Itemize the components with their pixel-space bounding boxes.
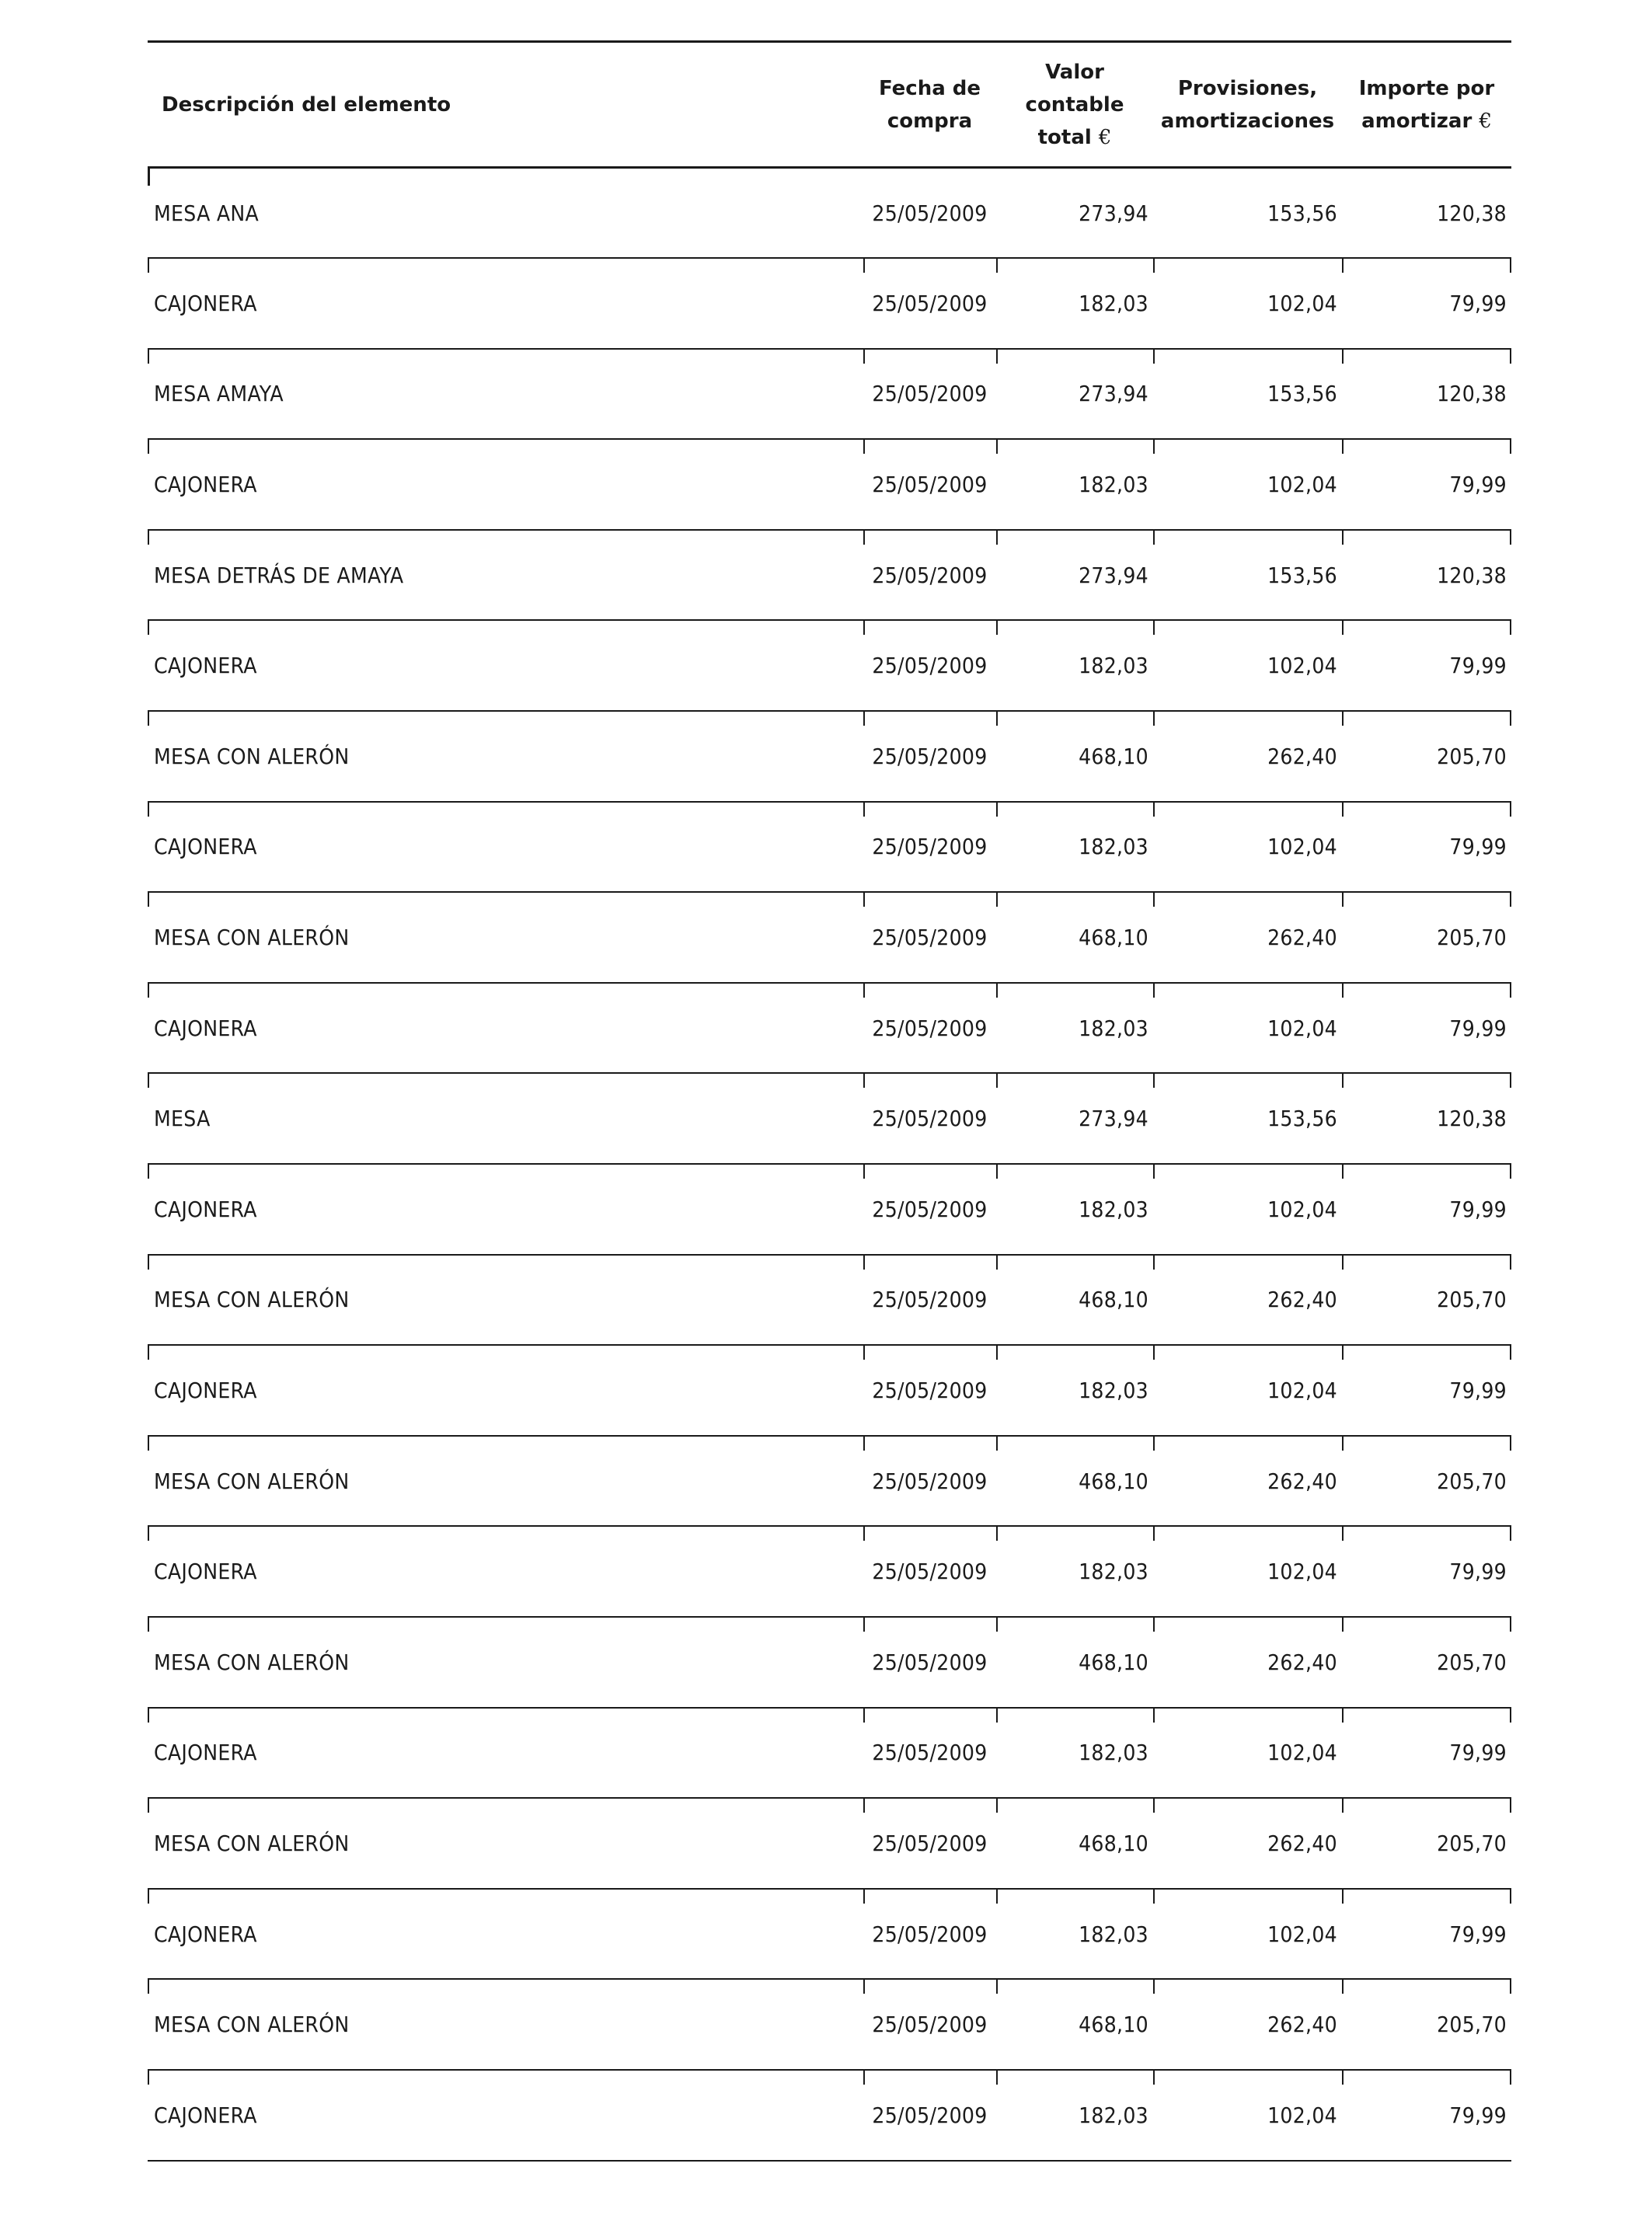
cell-importe: 205,70: [1342, 711, 1511, 802]
cell-fecha-compra: 25/05/2009: [863, 1889, 996, 1980]
cell-valor-contable: 182,03: [996, 2070, 1153, 2161]
cell-descripcion: CAJONERA: [148, 802, 863, 893]
cell-descripcion: MESA AMAYA: [148, 349, 863, 440]
cell-provisiones: 102,04: [1153, 1526, 1342, 1617]
cell-valor-contable: 182,03: [996, 620, 1153, 711]
cell-provisiones: 262,40: [1153, 1798, 1342, 1889]
cell-provisiones: 262,40: [1153, 1255, 1342, 1346]
cell-descripcion: CAJONERA: [148, 1526, 863, 1617]
cell-valor-contable: 273,94: [996, 349, 1153, 440]
table-row: [148, 620, 1511, 711]
header-importe-currency: €: [1479, 109, 1492, 133]
cell-descripcion: MESA CON ALERÓN: [148, 1798, 863, 1889]
cell-fecha-compra: 25/05/2009: [863, 1436, 996, 1527]
header-importe-line2: amortizar: [1361, 109, 1473, 133]
cell-descripcion: CAJONERA: [148, 620, 863, 711]
table-row: [148, 1798, 1511, 1889]
cell-descripcion: CAJONERA: [148, 2070, 863, 2161]
cell-valor-contable: 182,03: [996, 439, 1153, 530]
header-provisiones-line2: amortizaciones: [1160, 109, 1335, 133]
cell-provisiones: 102,04: [1153, 620, 1342, 711]
table-row: [148, 802, 1511, 893]
cell-fecha-compra: 25/05/2009: [863, 168, 996, 259]
cell-descripcion: CAJONERA: [148, 1164, 863, 1255]
cell-fecha-compra: 25/05/2009: [863, 2070, 996, 2161]
cell-provisiones: 262,40: [1153, 711, 1342, 802]
cell-importe: 120,38: [1342, 530, 1511, 621]
cell-descripcion: CAJONERA: [148, 1708, 863, 1799]
cell-valor-contable: 182,03: [996, 258, 1153, 349]
table-row: [148, 1979, 1511, 2070]
cell-fecha-compra: 25/05/2009: [863, 1617, 996, 1708]
cell-provisiones: 262,40: [1153, 1979, 1342, 2070]
cell-valor-contable: 182,03: [996, 1345, 1153, 1436]
header-valor-contable: [996, 42, 1153, 168]
cell-fecha-compra: 25/05/2009: [863, 1345, 996, 1436]
cell-importe: 79,99: [1342, 258, 1511, 349]
table-row: [148, 1436, 1511, 1527]
cell-provisiones: 262,40: [1153, 892, 1342, 983]
cell-valor-contable: 468,10: [996, 1798, 1153, 1889]
header-fecha-compra: [863, 42, 996, 168]
cell-importe: 79,99: [1342, 1708, 1511, 1799]
cell-fecha-compra: 25/05/2009: [863, 1255, 996, 1346]
cell-provisiones: 102,04: [1153, 2070, 1342, 2161]
cell-valor-contable: 468,10: [996, 711, 1153, 802]
header-provisiones-line1: Provisiones,: [1177, 76, 1318, 100]
table-row: [148, 1708, 1511, 1799]
table-header: [148, 42, 1511, 168]
cell-valor-contable: 182,03: [996, 1708, 1153, 1799]
cell-importe: 205,70: [1342, 892, 1511, 983]
cell-fecha-compra: 25/05/2009: [863, 1526, 996, 1617]
cell-provisiones: 102,04: [1153, 1889, 1342, 1980]
cell-provisiones: 102,04: [1153, 439, 1342, 530]
cell-importe: 205,70: [1342, 1798, 1511, 1889]
cell-fecha-compra: 25/05/2009: [863, 439, 996, 530]
table-row: [148, 711, 1511, 802]
cell-provisiones: 262,40: [1153, 1436, 1342, 1527]
cell-importe: 79,99: [1342, 439, 1511, 530]
cell-valor-contable: 468,10: [996, 1979, 1153, 2070]
header-importe-line1: Importe por: [1358, 76, 1495, 100]
inventory-table: [148, 40, 1511, 2162]
cell-valor-contable: 273,94: [996, 530, 1153, 621]
cell-fecha-compra: 25/05/2009: [863, 802, 996, 893]
header-valor-line1: Valor: [1045, 60, 1104, 84]
cell-valor-contable: 468,10: [996, 1436, 1153, 1527]
cell-provisiones: 102,04: [1153, 802, 1342, 893]
cell-fecha-compra: 25/05/2009: [863, 530, 996, 621]
cell-valor-contable: 468,10: [996, 1255, 1153, 1346]
cell-valor-contable: 182,03: [996, 802, 1153, 893]
cell-provisiones: 153,56: [1153, 168, 1342, 259]
cell-descripcion: CAJONERA: [148, 1345, 863, 1436]
cell-fecha-compra: 25/05/2009: [863, 349, 996, 440]
cell-fecha-compra: 25/05/2009: [863, 1979, 996, 2070]
header-valor-currency: €: [1098, 125, 1112, 149]
cell-importe: 79,99: [1342, 2070, 1511, 2161]
header-fecha-line2: compra: [887, 109, 973, 133]
header-valor-line2: contable: [1025, 92, 1124, 117]
cell-descripcion: MESA: [148, 1073, 863, 1164]
cell-fecha-compra: 25/05/2009: [863, 258, 996, 349]
cell-descripcion: CAJONERA: [148, 439, 863, 530]
cell-valor-contable: 182,03: [996, 1889, 1153, 1980]
table-row: [148, 530, 1511, 621]
table-row: [148, 1073, 1511, 1164]
header-descripcion: [148, 42, 863, 168]
table-row: [148, 1526, 1511, 1617]
cell-descripcion: MESA CON ALERÓN: [148, 892, 863, 983]
cell-descripcion: MESA CON ALERÓN: [148, 1255, 863, 1346]
cell-valor-contable: 468,10: [996, 892, 1153, 983]
cell-provisiones: 102,04: [1153, 258, 1342, 349]
cell-importe: 79,99: [1342, 1526, 1511, 1617]
table-row: [148, 168, 1511, 259]
cell-provisiones: 102,04: [1153, 1345, 1342, 1436]
header-fecha-line1: Fecha de: [878, 76, 981, 100]
cell-provisiones: 262,40: [1153, 1617, 1342, 1708]
cell-fecha-compra: 25/05/2009: [863, 1073, 996, 1164]
header-descripcion-label: Descripción del elemento: [162, 92, 451, 117]
cell-descripcion: CAJONERA: [148, 983, 863, 1074]
table-row: [148, 349, 1511, 440]
table-row: [148, 1345, 1511, 1436]
cell-valor-contable: 182,03: [996, 1164, 1153, 1255]
cell-importe: 120,38: [1342, 349, 1511, 440]
cell-valor-contable: 273,94: [996, 1073, 1153, 1164]
table-row: [148, 1255, 1511, 1346]
table-row: [148, 258, 1511, 349]
cell-valor-contable: 273,94: [996, 168, 1153, 259]
cell-provisiones: 102,04: [1153, 983, 1342, 1074]
cell-fecha-compra: 25/05/2009: [863, 711, 996, 802]
cell-descripcion: CAJONERA: [148, 258, 863, 349]
header-row: [148, 42, 1511, 168]
cell-provisiones: 102,04: [1153, 1164, 1342, 1255]
cell-provisiones: 153,56: [1153, 1073, 1342, 1164]
cell-importe: 205,70: [1342, 1255, 1511, 1346]
table-row: [148, 1889, 1511, 1980]
cell-importe: 79,99: [1342, 802, 1511, 893]
cell-descripcion: MESA CON ALERÓN: [148, 711, 863, 802]
cell-fecha-compra: 25/05/2009: [863, 1708, 996, 1799]
cell-importe: 205,70: [1342, 1979, 1511, 2070]
cell-fecha-compra: 25/05/2009: [863, 983, 996, 1074]
cell-importe: 205,70: [1342, 1436, 1511, 1527]
table-row: [148, 892, 1511, 983]
cell-importe: 79,99: [1342, 1164, 1511, 1255]
cell-valor-contable: 182,03: [996, 983, 1153, 1074]
cell-valor-contable: 182,03: [996, 1526, 1153, 1617]
table-body: [148, 168, 1511, 2161]
cell-provisiones: 153,56: [1153, 530, 1342, 621]
cell-fecha-compra: 25/05/2009: [863, 1164, 996, 1255]
cell-descripcion: MESA DETRÁS DE AMAYA: [148, 530, 863, 621]
cell-provisiones: 102,04: [1153, 1708, 1342, 1799]
cell-valor-contable: 468,10: [996, 1617, 1153, 1708]
header-provisiones: [1153, 42, 1342, 168]
cell-importe: 79,99: [1342, 1889, 1511, 1980]
cell-importe: 79,99: [1342, 1345, 1511, 1436]
table-row: [148, 439, 1511, 530]
cell-importe: 79,99: [1342, 620, 1511, 711]
table-row: [148, 2070, 1511, 2161]
table-row: [148, 983, 1511, 1074]
cell-fecha-compra: 25/05/2009: [863, 892, 996, 983]
cell-provisiones: 153,56: [1153, 349, 1342, 440]
cell-descripcion: CAJONERA: [148, 1889, 863, 1980]
cell-importe: 79,99: [1342, 983, 1511, 1074]
header-valor-line3: total: [1037, 125, 1092, 149]
cell-importe: 120,38: [1342, 1073, 1511, 1164]
cell-descripcion: MESA CON ALERÓN: [148, 1979, 863, 2070]
cell-importe: 120,38: [1342, 168, 1511, 259]
header-importe: [1342, 42, 1511, 168]
table-row: [148, 1164, 1511, 1255]
cell-importe: 205,70: [1342, 1617, 1511, 1708]
cell-descripcion: MESA ANA: [148, 168, 863, 259]
cell-descripcion: MESA CON ALERÓN: [148, 1436, 863, 1527]
cell-fecha-compra: 25/05/2009: [863, 620, 996, 711]
table-row: [148, 1617, 1511, 1708]
cell-fecha-compra: 25/05/2009: [863, 1798, 996, 1889]
cell-descripcion: MESA CON ALERÓN: [148, 1617, 863, 1708]
